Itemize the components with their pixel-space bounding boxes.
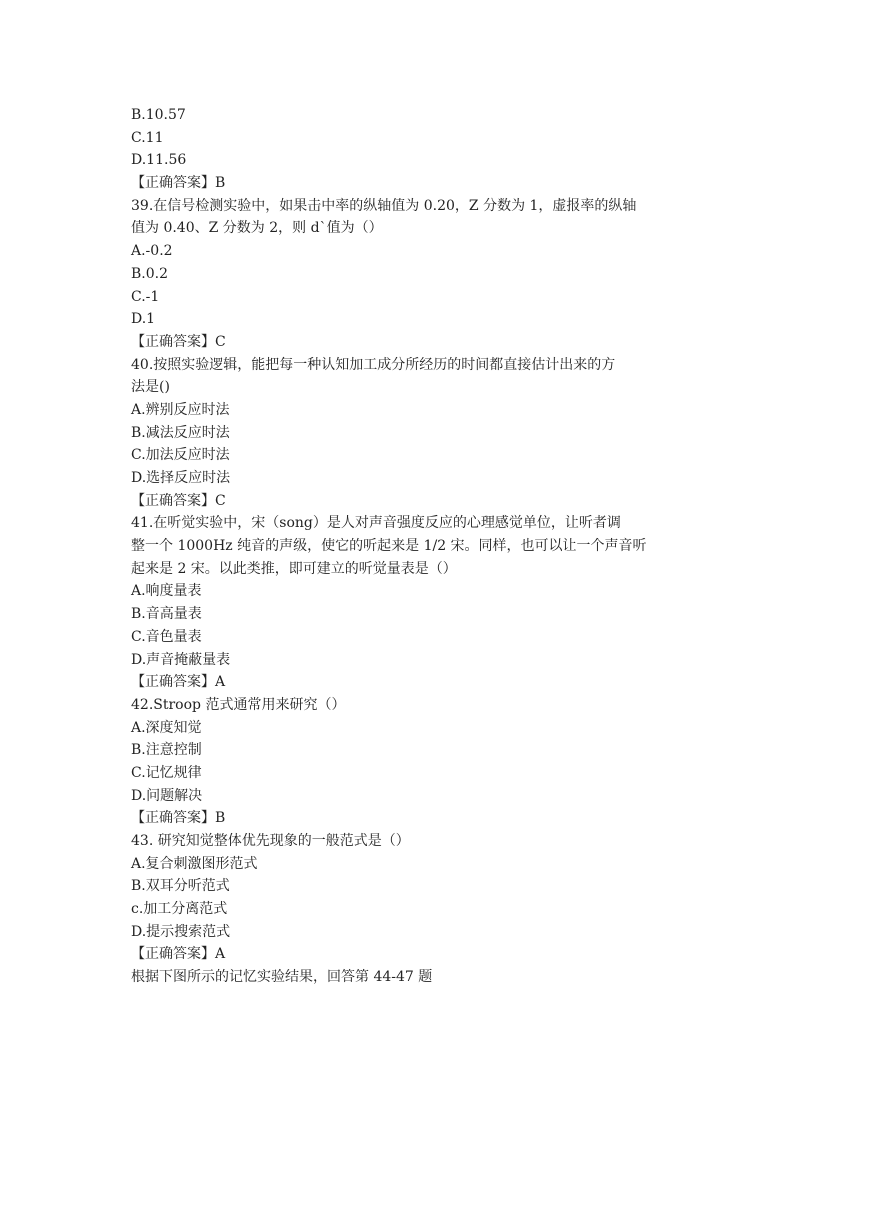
- q39-stem-line2: 值为 0.40、Z 分数为 2，则 d`值为（）: [131, 220, 383, 237]
- q40-option-a: A.辨别反应时法: [131, 401, 230, 418]
- q40-option-d: D.选择反应时法: [131, 470, 231, 486]
- q41-answer: 【正确答案】A: [131, 674, 226, 691]
- q40-option-c: C.加法反应时法: [131, 447, 230, 464]
- q39-option-b: B.0.2: [131, 265, 169, 282]
- q39-stem-line1: 39.在信号检测实验中，如果击中率的纵轴值为 0.20，Z 分数为 1，虚报率的纵轴: [131, 197, 637, 214]
- q42-option-c: C.记忆规律: [131, 764, 202, 781]
- q38-option-b: B.10.57: [131, 107, 186, 123]
- q39-answer: 【正确答案】C: [131, 333, 226, 350]
- q42-option-a: A.深度知觉: [131, 719, 202, 736]
- q40-answer: 【正确答案】C: [131, 492, 226, 509]
- q39-option-c: C.-1: [131, 288, 160, 305]
- q41-stem-line3: 起来是 2 宋。以此类推，即可建立的听觉量表是（）: [131, 560, 457, 577]
- q43-stem-line1: 43. 研究知觉整体优先现象的一般范式是（）: [131, 833, 410, 849]
- q38-option-d: D.11.56: [131, 152, 187, 169]
- q41-option-b: B.音高量表: [131, 606, 202, 623]
- q41-stem-line1: 41.在听觉实验中，宋（song）是人对声音强度反应的心理感觉单位，让听者调: [131, 515, 621, 532]
- q40-stem-line1: 40.按照实验逻辑，能把每一种认知加工成分所经历的时间都直接估计出来的方: [131, 356, 616, 373]
- section-instruction: 根据下图所示的记忆实验结果，回答第 44-47 题: [131, 969, 433, 986]
- q43-option-b: B.双耳分听范式: [131, 878, 230, 895]
- q39-option-a: A.-0.2: [131, 243, 173, 260]
- q43-answer: 【正确答案】A: [131, 946, 226, 963]
- q42-option-b: B.注意控制: [131, 742, 202, 759]
- q40-stem-line2: 法是(): [131, 379, 170, 396]
- document-page: [131, 104, 691, 989]
- q42-answer: 【正确答案】B: [131, 810, 226, 827]
- q38-answer: 【正确答案】B: [131, 175, 226, 192]
- q43-option-a: A.复合刺激图形范式: [131, 855, 258, 872]
- q41-option-a: A.响度量表: [131, 583, 202, 600]
- q40-option-b: B.减法反应时法: [131, 424, 230, 441]
- q41-stem-line2: 整一个 1000Hz 纯音的声级，使它的听起来是 1/2 宋。同样，也可以让一个声音听: [131, 538, 647, 555]
- q41-option-c: C.音色量表: [131, 628, 202, 645]
- q42-stem-line1: 42.Stroop 范式通常用来研究（）: [131, 696, 346, 713]
- q43-option-c: c.加工分离范式: [131, 901, 228, 918]
- q41-option-d: D.声音掩蔽量表: [131, 651, 231, 668]
- q38-option-c: C.11: [131, 129, 164, 146]
- q42-option-d: D.问题解决: [131, 787, 203, 804]
- q43-option-d: D.提示搜索范式: [131, 923, 231, 940]
- q39-option-d: D.1: [131, 311, 156, 328]
